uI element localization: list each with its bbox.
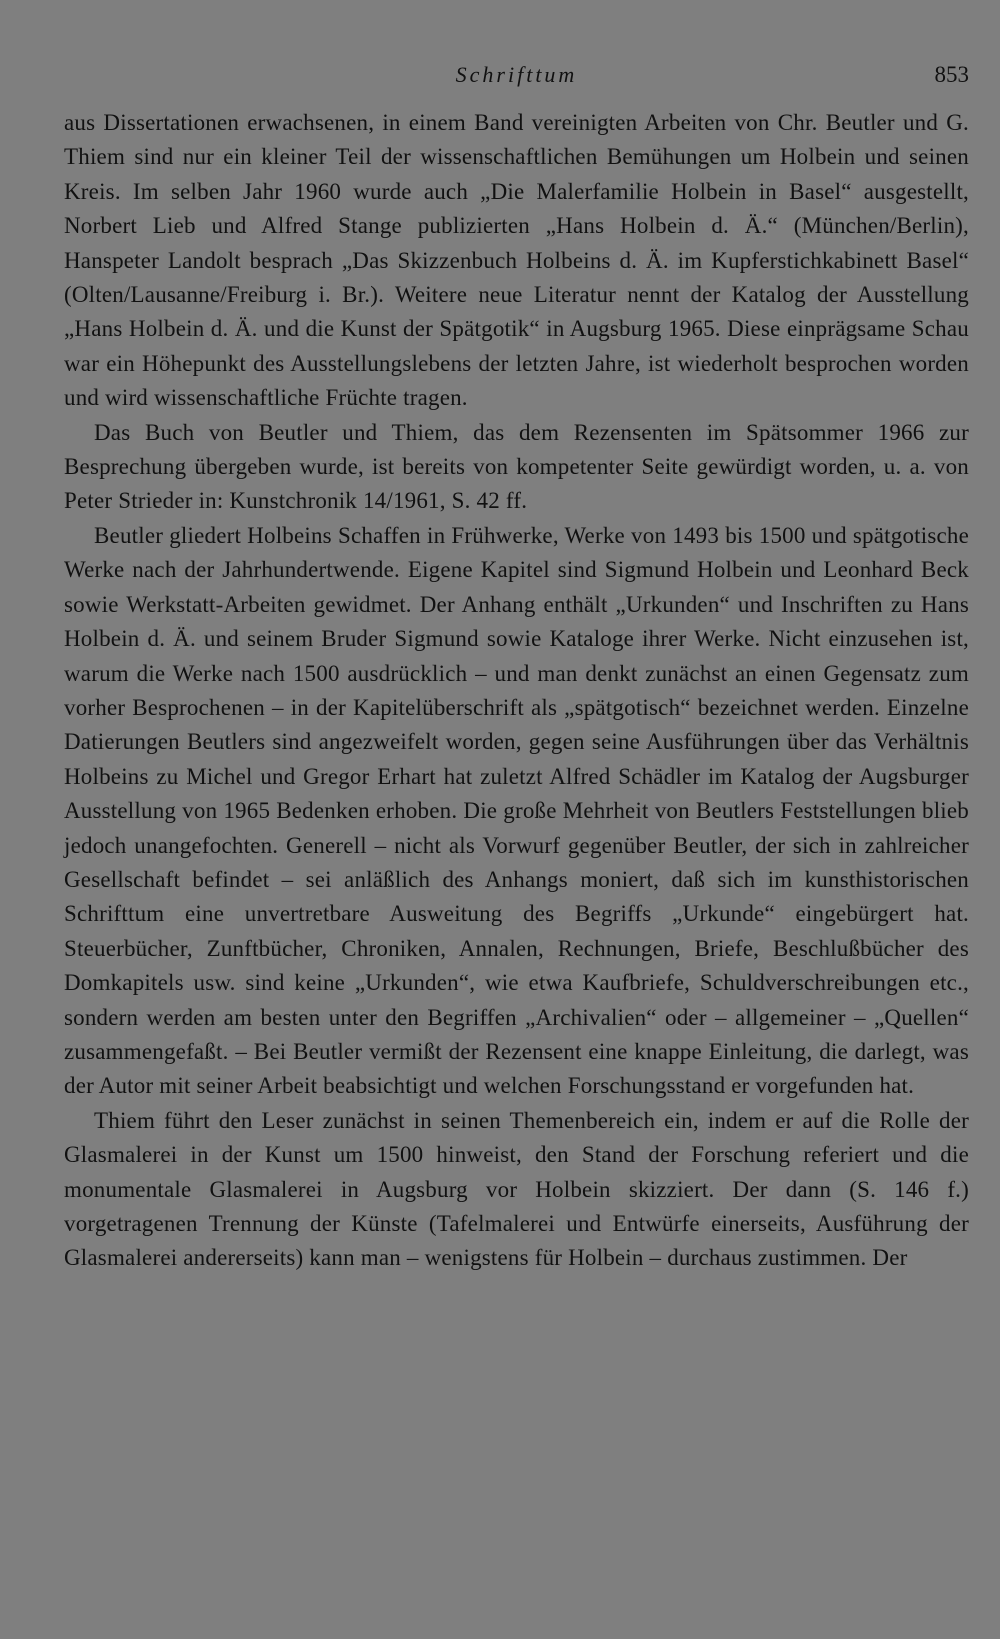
body-text bbox=[64, 106, 969, 1276]
running-title: Schrifttum bbox=[455, 62, 578, 87]
book-page bbox=[64, 62, 969, 1276]
paragraph-review-intro: Das Buch von Beutler und Thiem, das dem Rezensenten im Spätsommer 1966 zur Besprechung übergeben wurde, ist bereits von kompetenter Seite gewürdigt worden, u. a. von Peter Strieder in: Kunstchronik 14/1961, S. 42 ff. bbox=[64, 419, 969, 514]
page-number: 853 bbox=[934, 62, 969, 87]
paragraph-beutler: Beutler gliedert Holbeins Schaffen in Frühwerke, Werke von 1493 bis 1500 und spätgotische Werke nach der Jahrhundertwende. Eigene Kapitel sind Sigmund Holbein und Leonhard Beck sowie Werkstatt-Arbeiten gewidmet. Der Anhang enthält „Urkunden“ und Inschriften zu Hans Holbein d. Ä. und seinem Bruder Sigmund sowie Kataloge ihrer Werke. Nicht einzusehen ist, warum die Werke nach 1500 ausdrücklich – und man denkt zunächst an einen Gegensatz zum vorher Besprochenen – in der Kapitelüberschrift als „spätgotisch“ bezeichnet werden. Einzelne Datierungen Beutlers sind angezweifelt worden, gegen seine Ausführungen über das Verhältnis Holbeins zu Michel und Gregor Erhart hat zuletzt Alfred Schädler im Katalog der Augsburger Ausstellung von 1965 Bedenken erhoben. Die große Mehrheit von Beutlers Feststellungen blieb jedoch unangefochten. Generell – nicht als Vorwurf gegenüber Beutler, der sich in zahlreicher Gesellschaft befindet – sei anläßlich des Anhangs moniert, daß sich im kunsthistorischen Schrifttum eine unvertretbare Ausweitung des Begriffs „Urkunde“ eingebürgert hat. Steuerbücher, Zunftbücher, Chroniken, Annalen, Rechnungen, Briefe, Beschlußbücher des Domkapitels usw. sind keine „Urkunden“, wie etwa Kaufbriefe, Schuldverschreibungen etc., sondern werden am besten unter den Begriffen „Archivalien“ oder – allgemeiner – „Quellen“ zusammengefaßt. – Bei Beutler vermißt der Rezensent eine knappe Einleitung, die darlegt, was der Autor mit seiner Arbeit beabsichtigt und welchen Forschungsstand er vorgefunden hat. bbox=[64, 522, 969, 1099]
paragraph-thiem: Thiem führt den Leser zunächst in seinen Themenbereich ein, indem er auf die Rolle der Glasmalerei in der Kunst um 1500 hinweist, den Stand der Forschung referiert und die monumentale Glasmalerei in Augsburg vor Holbein skizziert. Der dann (S. 146 f.) vorgetragenen Trennung der Künste (Tafelmalerei und Entwürfe einerseits, Ausführung der Glasmalerei andererseits) kann man – wenigstens für Holbein – durchaus zustimmen. Der bbox=[64, 1107, 969, 1271]
running-head bbox=[64, 62, 969, 106]
paragraph-continuation: aus Dissertationen erwachsenen, in einem Band vereinigten Arbeiten von Chr. Beutler und G. Thiem sind nur ein kleiner Teil der wissenschaftlichen Bemühungen um Holbein und seinen Kreis. Im selben Jahr 1960 wurde auch „Die Malerfamilie Holbein in Basel“ ausgestellt, Norbert Lieb und Alfred Stange publizierten „Hans Holbein d. Ä.“ (München/Berlin), Hanspeter Landolt besprach „Das Skizzenbuch Holbeins d. Ä. im Kupferstichkabinett Basel“ (Olten/Lausanne/Freiburg i. Br.). Weitere neue Literatur nennt der Katalog der Ausstellung „Hans Holbein d. Ä. und die Kunst der Spätgotik“ in Augsburg 1965. Diese einprägsame Schau war ein Höhepunkt des Ausstellungslebens der letzten Jahre, ist wiederholt besprochen worden und wird wissenschaftliche Früchte tragen. bbox=[64, 110, 969, 411]
